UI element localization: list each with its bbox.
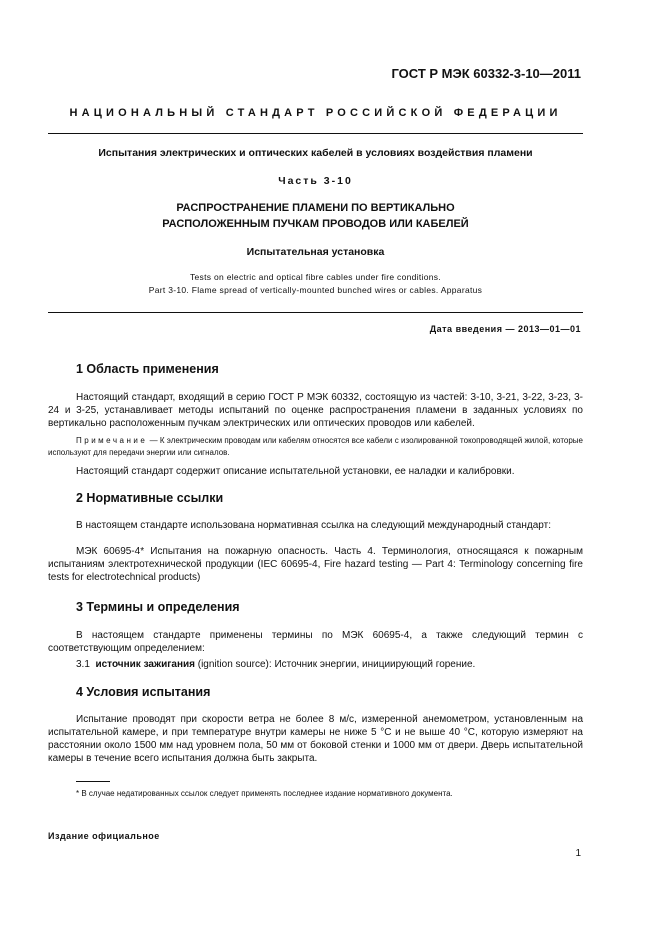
term-definition: (ignition source): Источник энергии, инициирующий горение. — [194, 659, 476, 670]
section-1-paragraph-1: Настоящий стандарт, входящий в серию ГОСТ Р МЭК 60332, состоящую из частей: 3-10, 3-21, 3-22, 3-23, 3-24 и 3-25, устанавливает методы испытаний по оценке распространения пламени в заданных условиях по вертикально расположенным пучкам электрических или оптических проводов или кабелей. — [48, 392, 583, 429]
section-3-heading: 3 Термины и определения — [76, 600, 240, 614]
english-title-line-2: Part 3-10. Flame spread of vertically-mounted bunched wires or cables. Apparatus — [148, 285, 483, 295]
note-label: Примечание — [76, 436, 148, 445]
section-1-paragraph-2: Настоящий стандарт содержит описание испытательной установки, ее наладки и калибровки. — [76, 466, 515, 477]
section-1-heading: 1 Область применения — [76, 362, 219, 376]
national-standard-banner: НАЦИОНАЛЬНЫЙ СТАНДАРТ РОССИЙСКОЙ ФЕДЕРАЦИИ — [69, 107, 562, 119]
section-1-note: Примечание — К электрическим проводам или кабелям относятся все кабели с изолированной токопроводящей жилой, которые используют для передачи энергии или сигналов. — [48, 436, 583, 457]
title-divider — [48, 312, 583, 313]
english-title — [48, 271, 583, 297]
edition-label: Издание официальное — [48, 831, 160, 841]
introduction-date: Дата введения — 2013—01—01 — [429, 324, 581, 334]
part-label: Часть 3-10 — [278, 175, 353, 187]
english-title-line-1: Tests on electric and optical fibre cables under fire conditions. — [189, 272, 441, 282]
section-2-heading: 2 Нормативные ссылки — [76, 491, 224, 505]
footnote: * В случае недатированных ссылок следует применять последнее издание нормативного документа. — [76, 789, 453, 798]
title-large-line-1: РАСПРОСТРАНЕНИЕ ПЛАМЕНИ ПО ВЕРТИКАЛЬНО — [176, 202, 455, 214]
footnote-divider — [76, 781, 110, 782]
document-title-large — [48, 200, 583, 232]
document-subtitle: Испытательная установка — [246, 246, 385, 258]
section-2-paragraph-1: В настоящем стандарте использована нормативная ссылка на следующий международный стандарт: — [76, 520, 551, 531]
section-4-heading: 4 Условия испытания — [76, 685, 211, 699]
document-code: ГОСТ Р МЭК 60332-3-10—2011 — [391, 66, 581, 81]
section-2-reference: МЭК 60695-4* Испытания на пожарную опасность. Часть 4. Терминология, относящаяся к пожарным испытаниям электротехнической продукции (IEC 60695-4, Fire hazard testing — Part 4: Terminology concerning fire tests for electrotechnical products) — [48, 546, 583, 583]
section-3-paragraph-1: В настоящем стандарте применены термины по МЭК 60695-4, а также следующий термин с соответствующим определением: — [48, 630, 583, 654]
section-3-term — [48, 658, 583, 671]
header-divider — [48, 133, 583, 134]
document-title: Испытания электрических и оптических кабелей в условиях воздействия пламени — [98, 147, 533, 159]
term-number: 3.1 — [76, 659, 90, 670]
term-name: источник зажигания — [95, 659, 195, 670]
section-4-paragraph-1: Испытание проводят при скорости ветра не более 8 м/с, измеренной анемометром, установленным на испытательной камере, и при температуре внутри камеры не ниже 5 °С и не выше 40 °С, которую измеряют на расстоянии около 1500 мм над уровнем пола, 50 мм от боковой стенки и 1000 мм от двери. Дверь испытательной камеры в течение всего испытания должна быть закрыта. — [48, 714, 583, 764]
title-large-line-2: РАСПОЛОЖЕННЫМ ПУЧКАМ ПРОВОДОВ ИЛИ КАБЕЛЕЙ — [162, 218, 469, 230]
page-number: 1 — [575, 848, 581, 859]
